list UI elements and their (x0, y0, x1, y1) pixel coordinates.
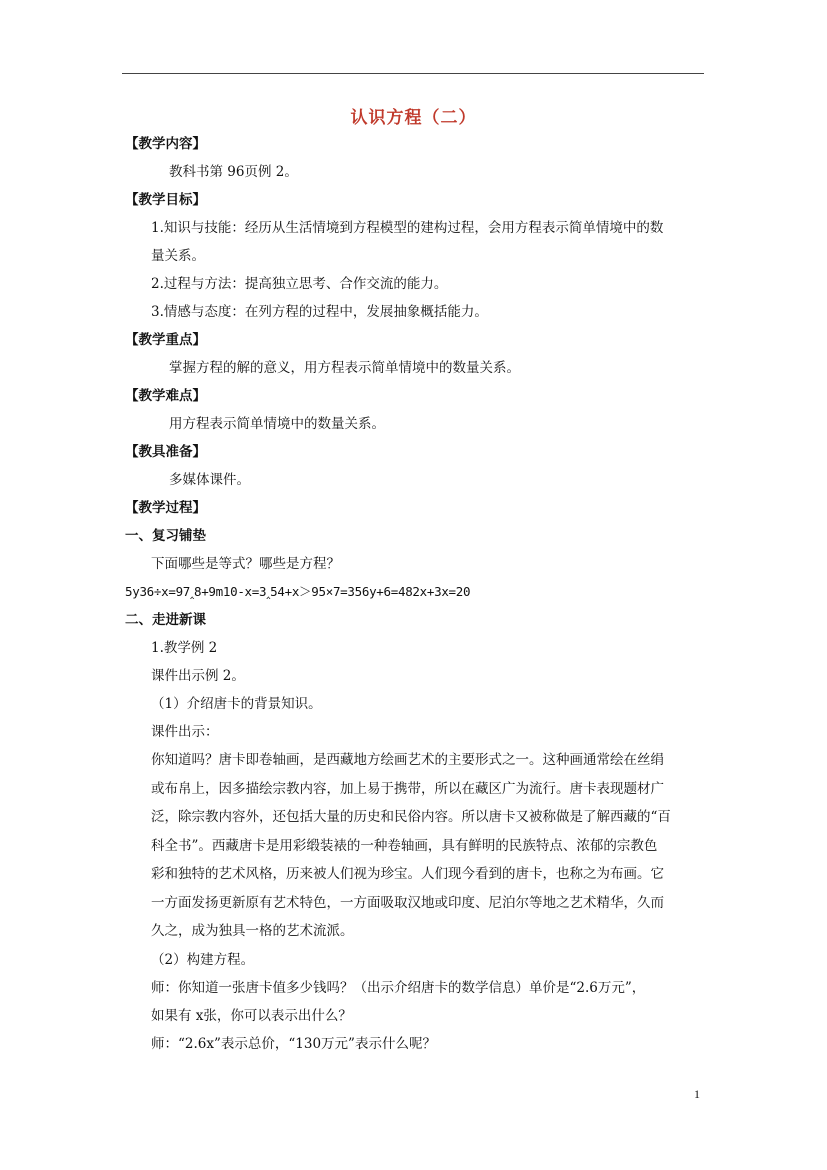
page-title: 认识方程（二） (350, 108, 477, 128)
story-line: 科全书”。西藏唐卡是用彩缎装裱的一种卷轴画，具有鲜明的民族特点、浓郁的宗教色 (151, 837, 658, 854)
story-line: 彩和独特的艺术风格，历来被人们视为珍宝。人们现今看到的唐卡，也称之为布画。它 (151, 866, 664, 882)
page-number: 1 (694, 1087, 700, 1101)
key-points-text: 掌握方程的解的意义，用方程表示简单情境中的数量关系。 (169, 360, 520, 376)
teach-example-line: 1.教学例 2 (151, 640, 218, 656)
document-body (125, 130, 705, 1058)
show-example-line: 课件出示例 2。 (151, 668, 245, 684)
section-heading-process: 【教学过程】 (125, 500, 206, 516)
step-2-line: （2）构建方程。 (151, 951, 255, 968)
header-rule (122, 73, 704, 74)
story-line: 泛，除宗教内容外，还包括大量的历史和民俗内容。所以唐卡又被称做是了解西藏的“百 (151, 809, 671, 825)
goal-1-line-1: 1.知识与技能：经历从生活情境到方程模型的建构过程，会用方程表示简单情境中的数 (151, 220, 664, 236)
content-text: 教科书第 96页例 2。 (169, 164, 298, 180)
step-1-line: （1）介绍唐卡的背景知识。 (151, 696, 322, 712)
teacher-question-1-line-1: 师：你知道一张唐卡值多少钱吗？（出示介绍唐卡的数学信息）单价是“2.6万元”， (151, 979, 646, 996)
section-heading-goals: 【教学目标】 (125, 192, 206, 208)
tools-text: 多媒体课件。 (169, 472, 250, 488)
section-heading-difficulties: 【教学难点】 (125, 388, 206, 404)
goal-3: 3.情感与态度：在列方程的过程中，发展抽象概括能力。 (151, 304, 488, 320)
equation-list: 5y36÷x=97‸8+9m10-x=3‸54+x＞95×7=356y+6=482x+3x=20 (125, 584, 471, 599)
section-heading-content: 【教学内容】 (125, 136, 206, 152)
section-heading-key-points: 【教学重点】 (125, 332, 206, 348)
story-line: 一方面发扬更新原有艺术特色，一方面吸取汉地或印度、尼泊尔等地之艺术精华，久而 (151, 894, 664, 911)
slide-show-line: 课件出示： (151, 724, 219, 740)
story-line: 你知道吗？唐卡即卷轴画，是西藏地方绘画艺术的主要形式之一。这种画通常绘在丝绢 (151, 752, 664, 768)
teacher-question-1-line-2: 如果有 x张，你可以表示出什么？ (151, 1007, 352, 1024)
goal-2: 2.过程与方法：提高独立思考、合作交流的能力。 (151, 276, 448, 292)
section-heading-tools: 【教具准备】 (125, 444, 206, 460)
part-1-question: 下面哪些是等式？哪些是方程？ (151, 556, 340, 572)
story-line: 或布帛上，因多描绘宗教内容，加上易于携带，所以在藏区广为流行。唐卡表现题材广 (151, 780, 664, 797)
part-2-heading: 二、走进新课 (125, 612, 206, 628)
part-1-heading: 一、复习铺垫 (125, 528, 206, 544)
goal-1-line-2: 量关系。 (151, 248, 205, 264)
story-paragraph (125, 746, 705, 946)
difficulties-text: 用方程表示简单情境中的数量关系。 (169, 416, 385, 432)
teacher-question-2: 师：“2.6x”表示总价，“130万元”表示什么呢？ (151, 1035, 436, 1052)
story-line: 久之，成为独具一格的艺术流派。 (151, 923, 354, 939)
